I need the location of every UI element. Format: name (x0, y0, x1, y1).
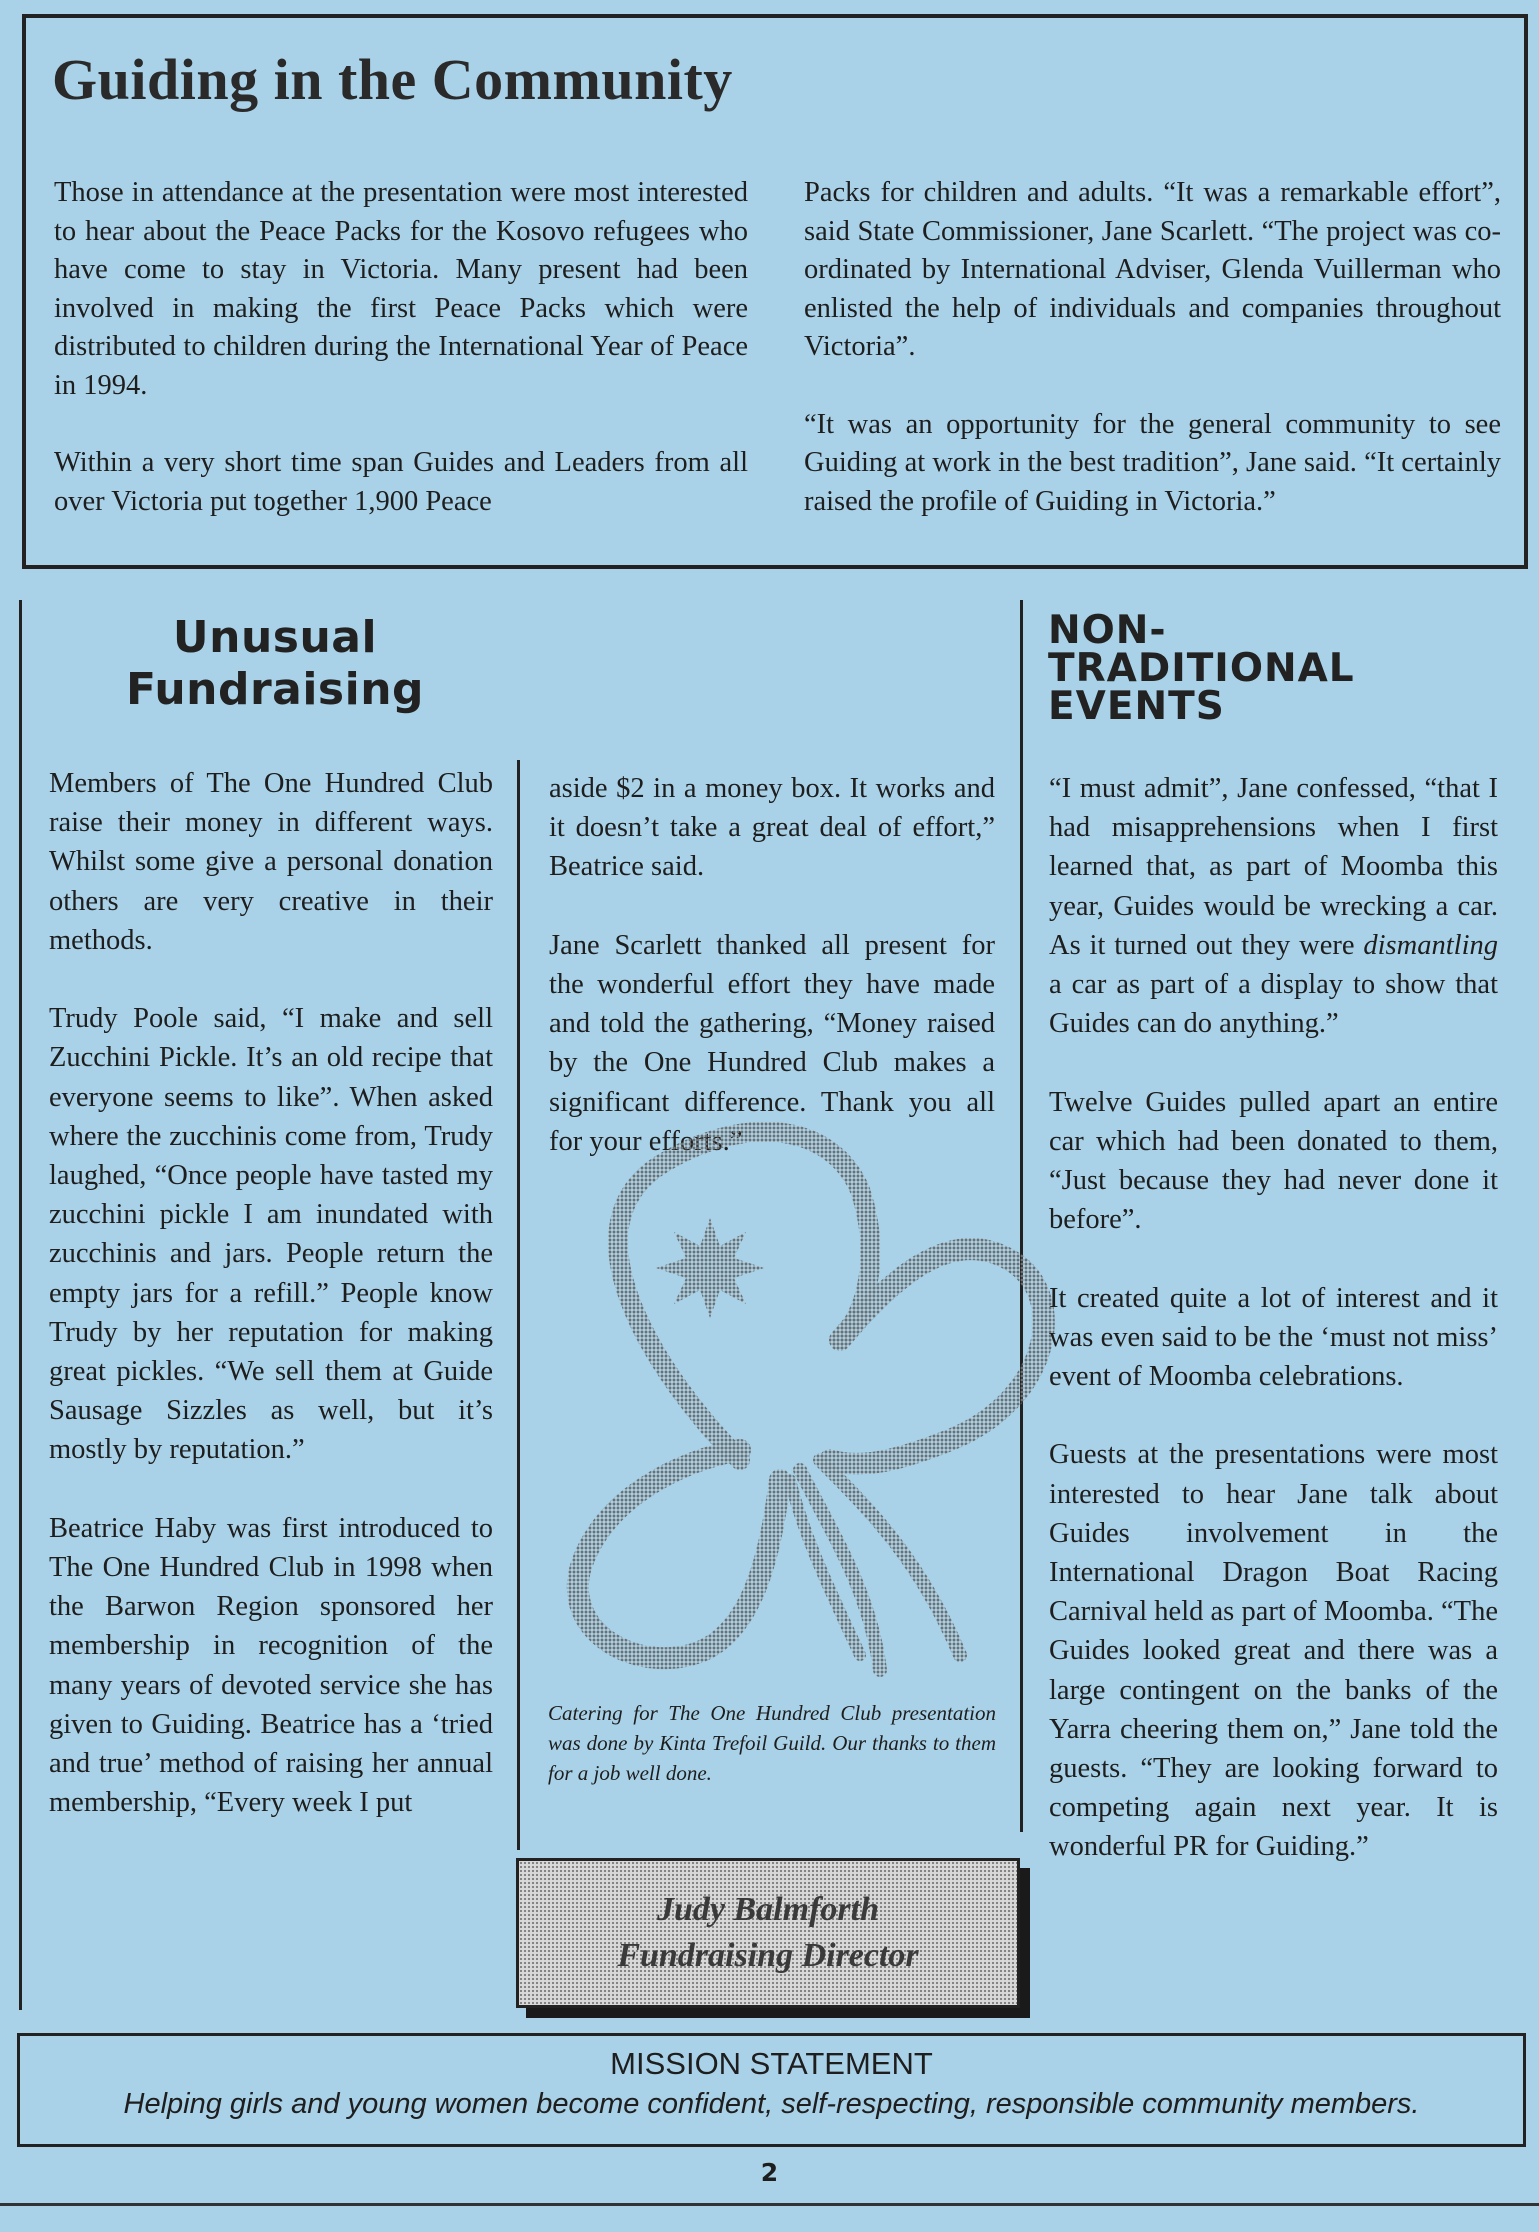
signature-name: Judy Balmforth (657, 1891, 879, 1928)
heading-line: Fundraising (125, 664, 425, 715)
emphasis-text: dismantling (1363, 929, 1498, 961)
heading-line: NON- (1048, 608, 1167, 653)
star-icon (656, 1218, 764, 1318)
heading-line: TRADITIONAL (1048, 646, 1355, 691)
text-run: a car as part of a display to show that Guides can do anything.” (1049, 969, 1498, 1040)
mission-title: MISSION STATEMENT (610, 2046, 933, 2081)
text-run: “I must admit”, Jane confessed, “that I had misapprehensions when I first learned that, as part of Moomba this year, Guides would be wrecking a car. As it turned out they were (1049, 773, 1498, 961)
paragraph: “It was an opportunity for the general community to see Guiding at work in the best tradition”, Jane said. “It certainly raised the profile of Guiding in Victoria.” (804, 408, 1501, 517)
fundraising-column-middle (549, 769, 995, 1161)
signature-box (516, 1858, 1020, 2008)
paragraph: Twelve Guides pulled apart an entire car which had been donated to them, “Just because they had never done it before”. (1049, 1086, 1498, 1236)
signature-role: Fundraising Director (617, 1937, 919, 1974)
non-traditional-events-heading (1048, 608, 1468, 729)
top-column-right (804, 174, 1501, 521)
heading-line: EVENTS (1048, 684, 1225, 729)
paragraph: Packs for children and adults. “It was a remarkable effort”, said State Commissioner, Jane Scarlett. “The project was co-ordinated by International Adviser, Glenda Vuillerman who enlisted the help of individuals and companies throughout Victoria”. (804, 177, 1501, 363)
paragraph: aside $2 in a money box. It works and it doesn’t take a great deal of effort,” Beatrice said. (549, 773, 995, 883)
fundraising-column-left (49, 764, 493, 1822)
paragraph: Those in attendance at the presentation were most interested to hear about the Peace Packs for the Kosovo refugees who have come to stay in Victoria. Many present had been involved in making the first Peace Packs which were distributed to children during the International Year of Peace in 1994. (54, 177, 748, 401)
paragraph: Jane Scarlett thanked all present for the wonderful effort they have made and told the gathering, “Money raised by the One Hundred Club makes a significant difference. Thank you all for your efforts.” (549, 929, 995, 1157)
paragraph: It created quite a lot of interest and it was even said to be the ‘must not miss’ event of Moomba celebrations. (1049, 1282, 1498, 1393)
column-rule-left (19, 600, 22, 2010)
article-title: Guiding in the Community (52, 47, 733, 112)
top-article-box (22, 14, 1528, 569)
mission-statement-box (17, 2033, 1526, 2147)
events-column (1049, 769, 1498, 1867)
unusual-fundraising-heading (60, 612, 490, 716)
photo-caption: Catering for The One Hundred Club presentation was done by Kinta Trefoil Guild. Our thanks to them for a job well done. (548, 1701, 996, 1785)
top-column-left (54, 174, 748, 521)
paragraph (1049, 769, 1498, 1043)
heading-line: Unusual (172, 612, 378, 663)
paragraph: Trudy Poole said, “I make and sell Zucchini Pickle. It’s an old recipe that everyone seems to like”. When asked where the zucchinis come from, Trudy laughed, “Once people have tasted my zucchini pickle I am inundated with zucchinis and jars. People return the empty jars for a refill.” People know Trudy by her reputation for making great pickles. “We sell them at Guide Sausage Sizzles as well, but it’s mostly by reputation.” (49, 1003, 493, 1466)
paragraph: Members of The One Hundred Club raise their money in different ways. Whilst some give a personal donation others are very creative in their methods. (49, 768, 493, 956)
page-number: 2 (760, 2158, 779, 2187)
mission-text: Helping girls and young women become confident, self-respecting, responsible community members. (123, 2088, 1420, 2120)
bottom-rule (0, 2203, 1539, 2206)
paragraph: Within a very short time span Guides and Leaders from all over Victoria put together 1,900 Peace (54, 447, 748, 517)
paragraph: Beatrice Haby was first introduced to The One Hundred Club in 1998 when the Barwon Region sponsored her membership in recognition of the many years of devoted service she has given to Guiding. Beatrice has a ‘tried and true’ method of raising her annual membership, “Every week I put (49, 1512, 493, 1819)
paragraph: Guests at the presentations were most interested to hear Jane talk about Guides involvement in the International Dragon Boat Racing Carnival held as part of Moomba. “The Guides looked great and there was a large contingent on the banks of the Yarra cheering them on,” Jane told the guests. “They are looking forward to competing again next year. It is wonderful PR for Guiding.” (1049, 1439, 1498, 1863)
column-rule-middle (517, 760, 520, 1850)
trefoil-emblem-icon (540, 1110, 1060, 1690)
